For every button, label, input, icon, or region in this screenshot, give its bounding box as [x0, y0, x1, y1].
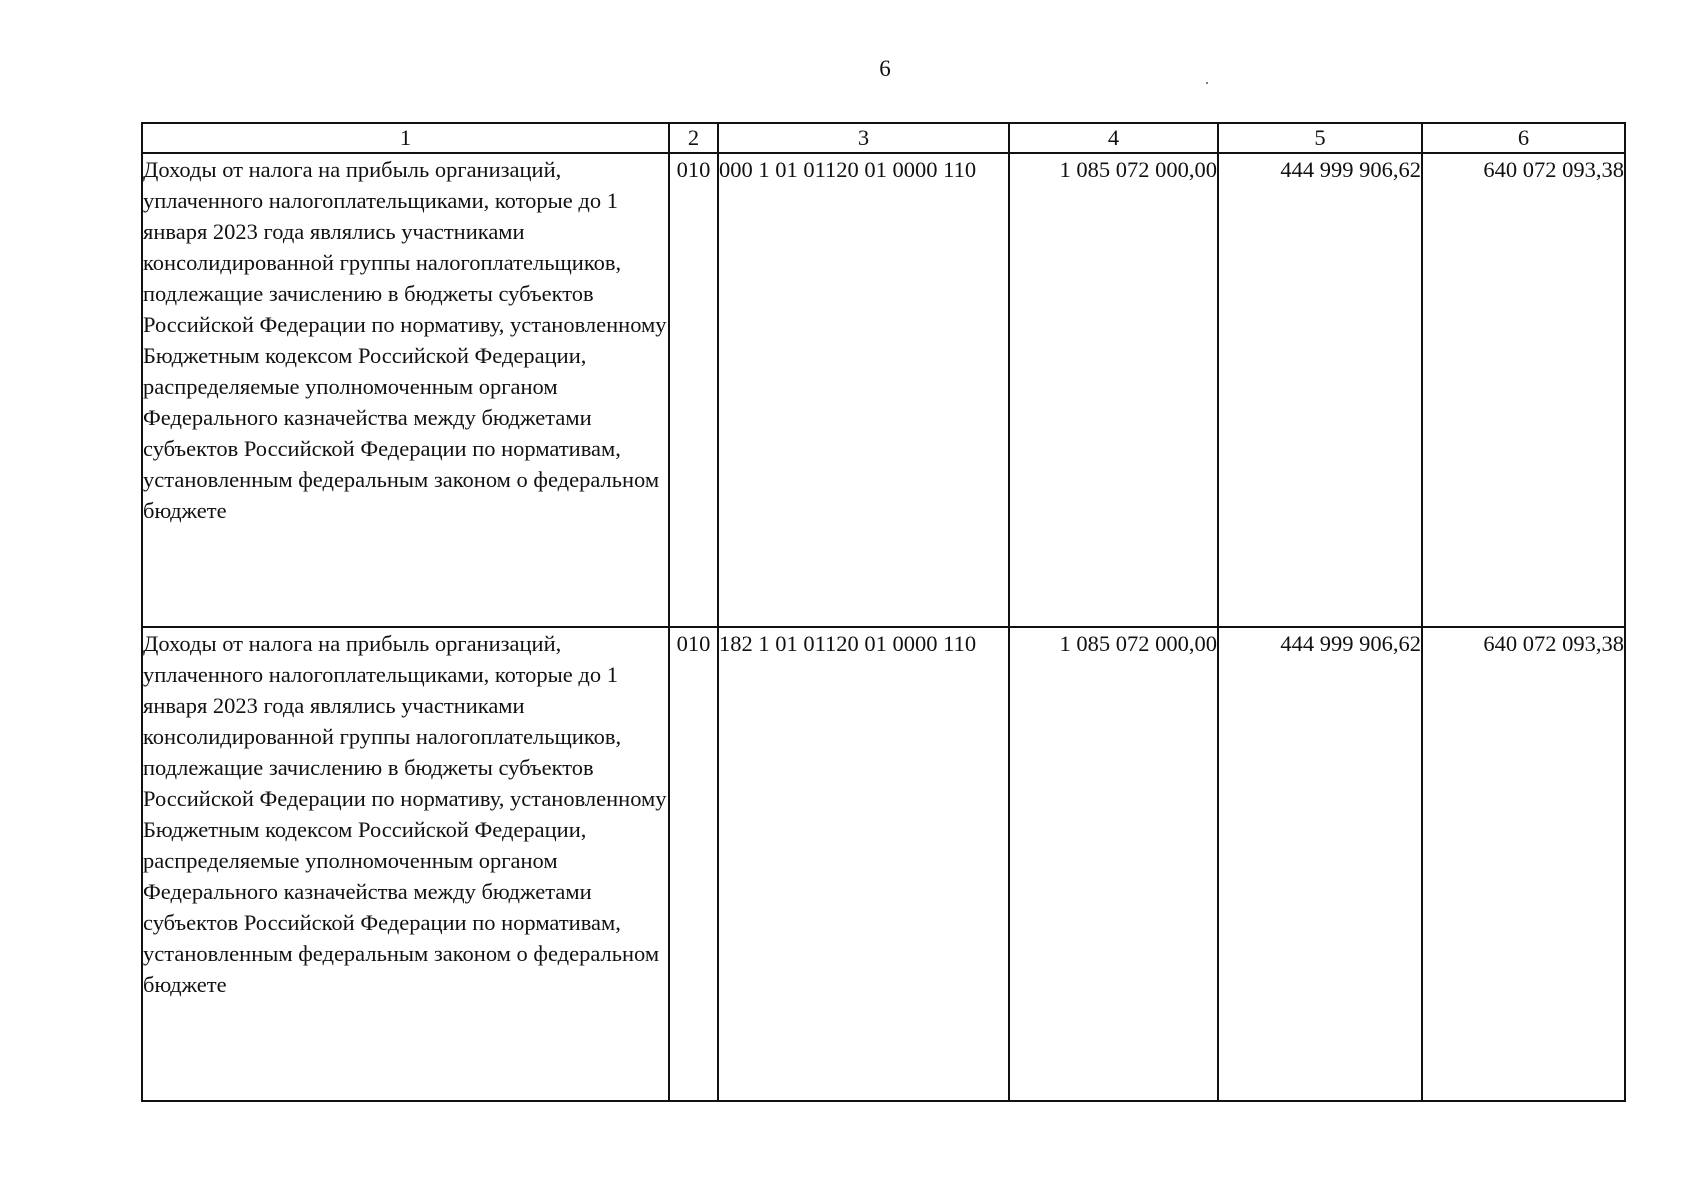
- row-line-code: 010: [669, 153, 718, 627]
- scan-speck: [1206, 82, 1208, 84]
- row-description-text: Доходы от налога на прибыль организаций, уплаченного налогоплательщиками, которые до 1 января 2023 года являлись участниками консолидированной группы налогоплательщиков, подлежащие зачислению в бюджеты субъектов Российской Федерации по нормативу, установленному Бюджетным кодексом Российской Федерации, распределяемые уполномоченным органом Федерального казначейства между бюджетами субъектов Российской Федерации по нормативам, установленным федеральным законом о федеральном бюджете: [143, 157, 667, 523]
- row-income-code: 182 1 01 01120 01 0000 110: [718, 627, 1009, 1101]
- header-row: [142, 123, 1625, 153]
- header-col-4: 4: [1009, 123, 1218, 153]
- row-col5-value: 444 999 906,62: [1218, 627, 1422, 1101]
- header-col-2: 2: [669, 123, 718, 153]
- row-income-code: 000 1 01 01120 01 0000 110: [718, 153, 1009, 627]
- row-description: [142, 153, 669, 627]
- row-col6-value: 640 072 093,38: [1422, 627, 1625, 1101]
- header-col-3: 3: [718, 123, 1009, 153]
- page-number: 6: [879, 56, 891, 81]
- row-line-code: 010: [669, 627, 718, 1101]
- header-col-1: 1: [142, 123, 669, 153]
- table-body: [142, 153, 1625, 1101]
- table-header: [142, 123, 1625, 153]
- row-col4-value: 1 085 072 000,00: [1009, 627, 1218, 1101]
- header-col-5: 5: [1218, 123, 1422, 153]
- row-col4-value: 1 085 072 000,00: [1009, 153, 1218, 627]
- row-col5-value: 444 999 906,62: [1218, 153, 1422, 627]
- income-report-table: [141, 122, 1626, 1102]
- table-row: [142, 153, 1625, 627]
- header-col-6: 6: [1422, 123, 1625, 153]
- row-col6-value: 640 072 093,38: [1422, 153, 1625, 627]
- table-row: [142, 627, 1625, 1101]
- row-description-text: Доходы от налога на прибыль организаций, уплаченного налогоплательщиками, которые до 1 января 2023 года являлись участниками консолидированной группы налогоплательщиков, подлежащие зачислению в бюджеты субъектов Российской Федерации по нормативу, установленному Бюджетным кодексом Российской Федерации, распределяемые уполномоченным органом Федерального казначейства между бюджетами субъектов Российской Федерации по нормативам, установленным федеральным законом о федеральном бюджете: [143, 631, 667, 997]
- row-description: [142, 627, 669, 1101]
